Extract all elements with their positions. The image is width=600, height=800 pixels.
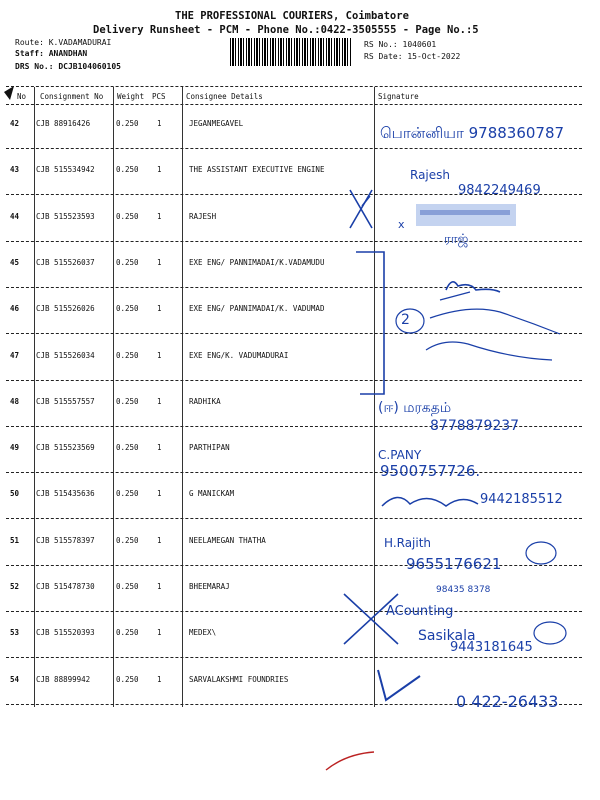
row-consignment: CJB 515435636 bbox=[36, 489, 95, 498]
sig-50-phone: 9442185512 bbox=[480, 492, 563, 507]
row-consignee: RAJESH bbox=[189, 212, 217, 221]
row-consignee: MEDEX\ bbox=[189, 628, 217, 637]
row-weight: 0.250 bbox=[116, 119, 139, 128]
col-weight: Weight bbox=[117, 92, 145, 101]
row-consignment: CJB 515578397 bbox=[36, 536, 95, 545]
row-weight: 0.250 bbox=[116, 675, 139, 684]
row-no: 42 bbox=[10, 119, 20, 128]
sig-43-phone: 9842249469 bbox=[458, 183, 541, 198]
row-pcs: 1 bbox=[157, 258, 162, 267]
sig-52-phone: 98435 8378 bbox=[436, 585, 491, 595]
row-weight: 0.250 bbox=[116, 443, 139, 452]
sig-53-phone: 9443181645 bbox=[450, 640, 533, 655]
row-weight: 0.250 bbox=[116, 628, 139, 637]
row-weight: 0.250 bbox=[116, 351, 139, 360]
row-consignment: CJB 515523569 bbox=[36, 443, 95, 452]
runsheet-subtitle: Delivery Runsheet - PCM - Phone No.:0422-3505555 - Page No.:5 bbox=[93, 24, 479, 36]
row-consignment: CJB 515557557 bbox=[36, 397, 95, 406]
sig-49: C.PANY bbox=[378, 448, 422, 462]
row-no: 52 bbox=[10, 582, 20, 591]
row-pcs: 1 bbox=[157, 397, 162, 406]
row-pcs: 1 bbox=[157, 628, 162, 637]
drs-number: DRS No.: DCJB104060105 bbox=[15, 62, 121, 71]
staff-label: Staff: ANANDHAN bbox=[15, 49, 88, 58]
row-consignment: CJB 88899942 bbox=[36, 675, 91, 684]
row-no: 48 bbox=[10, 397, 20, 406]
sig-46-mark: 2 bbox=[401, 312, 410, 328]
sig-44: ராஜ் bbox=[444, 232, 469, 247]
row-weight: 0.250 bbox=[116, 212, 139, 221]
sig-48-phone: 8778879237 bbox=[430, 418, 520, 434]
row-pcs: 1 bbox=[157, 119, 162, 128]
row-pcs: 1 bbox=[157, 212, 162, 221]
rs-number: RS No.: 1040601 bbox=[364, 40, 437, 49]
row-consignee: RADHIKA bbox=[189, 397, 221, 406]
row-no: 49 bbox=[10, 443, 20, 452]
row-weight: 0.250 bbox=[116, 582, 139, 591]
row-weight: 0.250 bbox=[116, 536, 139, 545]
row-no: 43 bbox=[10, 165, 20, 174]
row-no: 45 bbox=[10, 258, 20, 267]
row-pcs: 1 bbox=[157, 443, 162, 452]
row-consignment: CJB 515526026 bbox=[36, 304, 95, 313]
row-pcs: 1 bbox=[157, 165, 162, 174]
sig-51-phone: 9655176621 bbox=[406, 555, 502, 573]
row-weight: 0.250 bbox=[116, 258, 139, 267]
row-consignee: SARVALAKSHMI FOUNDRIES bbox=[189, 675, 289, 684]
row-no: 50 bbox=[10, 489, 20, 498]
row-weight: 0.250 bbox=[116, 397, 139, 406]
sig-43-name: Rajesh bbox=[410, 168, 451, 182]
row-consignment: CJB 515534942 bbox=[36, 165, 95, 174]
row-pcs: 1 bbox=[157, 536, 162, 545]
row-consignee: NEELAMEGAN THATHA bbox=[189, 536, 266, 545]
row-pcs: 1 bbox=[157, 304, 162, 313]
row-no: 53 bbox=[10, 628, 20, 637]
row-no: 47 bbox=[10, 351, 20, 360]
row-consignment: CJB 515523593 bbox=[36, 212, 95, 221]
row-consignee: G MANICKAM bbox=[189, 489, 235, 498]
col-pcs: PCS bbox=[152, 92, 166, 101]
row-weight: 0.250 bbox=[116, 304, 139, 313]
rs-date: RS Date: 15-Oct-2022 bbox=[364, 52, 461, 61]
row-consignee: EXE ENG/ PANNIMADAI/K.VADAMUDU bbox=[189, 258, 325, 267]
row-consignee: PARTHIPAN bbox=[189, 443, 230, 452]
row-consignment: CJB 515478730 bbox=[36, 582, 95, 591]
row-consignee: THE ASSISTANT EXECUTIVE ENGINE bbox=[189, 165, 325, 174]
row-consignee: BHEEMARAJ bbox=[189, 582, 230, 591]
row-consignee: EXE ENG/K. VADUMADURAI bbox=[189, 351, 289, 360]
col-no: No bbox=[17, 92, 27, 101]
row-consignment: CJB 515526034 bbox=[36, 351, 95, 360]
row-consignment: CJB 88916426 bbox=[36, 119, 91, 128]
row-no: 46 bbox=[10, 304, 20, 313]
company-title: THE PROFESSIONAL COURIERS, Coimbatore bbox=[175, 10, 409, 22]
row-consignee: EXE ENG/ PANNIMADAI/K. VADUMAD bbox=[189, 304, 325, 313]
row-pcs: 1 bbox=[157, 489, 162, 498]
route-label: Route: K.VADAMADURAI bbox=[15, 38, 112, 47]
sig-51: H.Rajith bbox=[384, 536, 432, 550]
row-pcs: 1 bbox=[157, 675, 162, 684]
sig-48: (ஈ) மரகதம் bbox=[378, 400, 452, 416]
sig-54-phone: 0 422-26433 bbox=[456, 692, 559, 711]
col-consignment: Consignment No bbox=[40, 92, 104, 101]
sig-42: பொன்னியா 9788360787 bbox=[380, 124, 565, 142]
row-consignment: CJB 515526037 bbox=[36, 258, 95, 267]
row-weight: 0.250 bbox=[116, 165, 139, 174]
col-signature: Signature bbox=[378, 92, 419, 101]
row-consignment: CJB 515520393 bbox=[36, 628, 95, 637]
sig-53-name: Sasikala bbox=[418, 628, 476, 644]
row-no: 51 bbox=[10, 536, 20, 545]
row-consignee: JEGANMEGAVEL bbox=[189, 119, 244, 128]
sig-53: ACounting bbox=[386, 604, 454, 619]
sig-49-phone: 9500757726. bbox=[380, 462, 481, 480]
row-no: 54 bbox=[10, 675, 20, 684]
row-weight: 0.250 bbox=[116, 489, 139, 498]
row-no: 44 bbox=[10, 212, 20, 221]
row-pcs: 1 bbox=[157, 582, 162, 591]
row-pcs: 1 bbox=[157, 351, 162, 360]
col-consignee: Consignee Details bbox=[186, 92, 263, 101]
svg-text:x: x bbox=[398, 218, 405, 231]
